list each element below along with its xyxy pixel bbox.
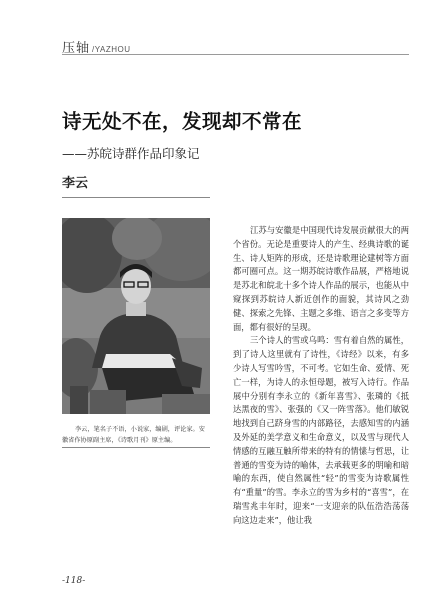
caption-text: 李云，笔名子不语，小说家，编剧，评论家。安徽省作协原副主席，《诗歌月刊》原主编。 (62, 426, 205, 444)
author-photo (62, 218, 210, 414)
header-divider (62, 54, 409, 55)
page-number: -118- (62, 576, 86, 586)
body-paragraph: 三个诗人的雪或乌鸣：雪有着自然的属性，到了诗人这里就有了诗性，《诗经》以来，有多少诗人写雪吟雪，不可考。它如生命、爱情、死亡一样，为诗人的永恒母题，被写入诗行。作品展中分别有李永立的《新年喜雪》、张璘的《抵达黑夜的雪》、张强的《又一阵雪落》。他们敏锐地找到自己跻身雪的内部路径，去感知雪的内涵及外延的美学意义和生命意义，以及雪与现代人情感的互融互触所带来的特有的情愫与哲思，让普通的雪变为诗的喻体，去承载更多的明喻和暗喻的东西，使自然属性“轻”的雪变为诗歌属性有“重量”的雪。李永立的雪为乡村的“喜雪”，在瑞雪兆丰年时，迎来“一支迎亲的队伍浩浩荡荡向这边走来”，他让我 (233, 335, 409, 525)
author-divider (62, 197, 210, 198)
caption-divider (62, 447, 210, 448)
article-author: 李云 (62, 176, 89, 191)
column-name: 压轴 (62, 41, 91, 56)
article-body (233, 224, 409, 528)
photo-caption (62, 424, 210, 446)
body-paragraph: 江苏与安徽是中国现代诗发展贡献很大的两个省份。无论是重要诗人的产生、经典诗歌的诞生、诗人矩阵的形成，还是诗歌理论建树等方面都可圈可点。这一期苏皖诗歌作品展，严格地说是苏北和皖北十多个诗人作品的展示，也能从中窥探到苏皖诗人新近创作的面貌，其诗风之劲健、探索之先锋、主题之多维、语言之多变等方面，都有很好的呈现。 (233, 225, 409, 332)
article-title: 诗无处不在，发现却不常在 (62, 110, 303, 133)
article-subtitle: ——苏皖诗群作品印象记 (62, 146, 200, 161)
column-name-en: /YAZHOU (92, 45, 131, 54)
